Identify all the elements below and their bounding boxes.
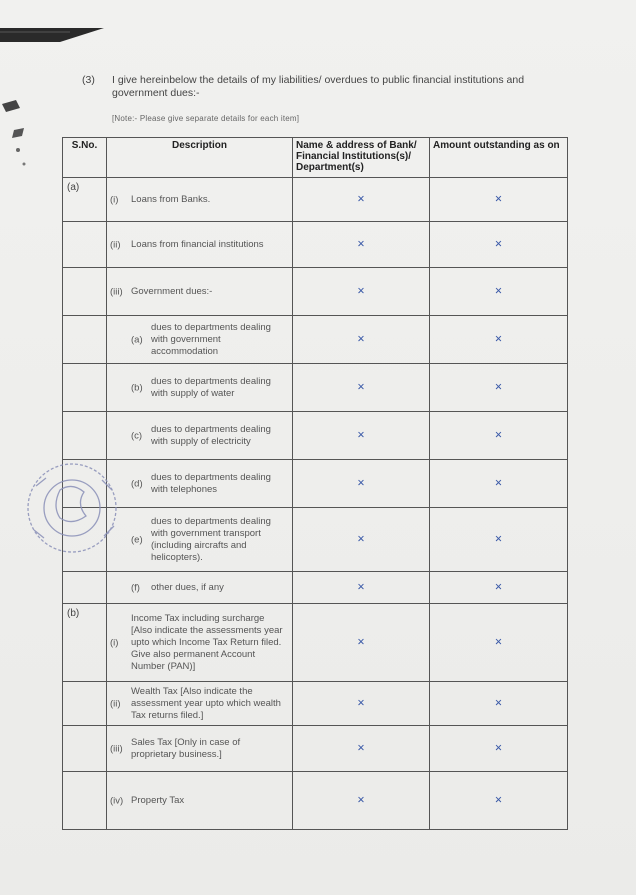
amount-cross-mark: ✕ <box>430 772 568 830</box>
table-row <box>63 412 568 460</box>
table-body <box>63 178 568 830</box>
bank-name-cross-mark: ✕ <box>293 268 430 316</box>
amount-cross-mark: ✕ <box>430 460 568 508</box>
description-cell <box>107 682 293 726</box>
description-cell <box>107 604 293 682</box>
item-marker: (a) <box>131 334 143 345</box>
sno-cell <box>63 572 107 604</box>
description-cell <box>107 316 293 364</box>
sno-cell <box>63 268 107 316</box>
description-cell <box>107 726 293 772</box>
amount-cross-mark: ✕ <box>430 604 568 682</box>
sno-cell <box>63 412 107 460</box>
item-marker: (iii) <box>110 743 123 754</box>
amount-cross-mark: ✕ <box>430 268 568 316</box>
item-description: dues to departments dealing with supply of water <box>151 375 271 399</box>
bank-name-cross-mark: ✕ <box>293 604 430 682</box>
description-cell <box>107 772 293 830</box>
table-row <box>63 364 568 412</box>
table-row <box>63 316 568 364</box>
item-description: Property Tax <box>131 794 185 806</box>
item-marker: (b) <box>131 382 143 393</box>
item-marker: (c) <box>131 430 143 441</box>
item-description: Wealth Tax [Also indicate the assessment year upto which wealth Tax returns filed.] <box>131 685 281 721</box>
sno-cell: (b) <box>63 604 107 682</box>
header-amount: Amount outstanding as on <box>430 138 568 178</box>
liabilities-table <box>62 137 568 830</box>
bank-name-cross-mark: ✕ <box>293 772 430 830</box>
table-row <box>63 222 568 268</box>
amount-cross-mark: ✕ <box>430 508 568 572</box>
item-description: Loans from financial institutions <box>131 238 264 250</box>
sno-cell <box>63 682 107 726</box>
bank-name-cross-mark: ✕ <box>293 508 430 572</box>
item-marker: (f) <box>131 582 140 593</box>
amount-cross-mark: ✕ <box>430 726 568 772</box>
sno-cell <box>63 772 107 830</box>
item-marker: (iv) <box>110 795 124 806</box>
table-row <box>63 268 568 316</box>
item-marker: (i) <box>110 194 119 205</box>
bank-name-cross-mark: ✕ <box>293 682 430 726</box>
table-row <box>63 460 568 508</box>
bank-name-cross-mark: ✕ <box>293 316 430 364</box>
bank-name-cross-mark: ✕ <box>293 460 430 508</box>
description-cell <box>107 268 293 316</box>
item-description: Income Tax including surcharge [Also indicate the assessments year upto which Income Tax Return filed. Give also permanent Account Number (PAN)] <box>131 612 283 672</box>
sno-cell <box>63 364 107 412</box>
table-header-row <box>63 138 568 178</box>
description-cell <box>107 508 293 572</box>
description-cell <box>107 460 293 508</box>
bank-name-cross-mark: ✕ <box>293 222 430 268</box>
item-description: Sales Tax [Only in case of proprietary business.] <box>131 736 241 760</box>
item-description: dues to departments dealing with government transport (including aircrafts and helicopters). <box>151 515 271 563</box>
header-bank-name: Name & address of Bank/ Financial Institutions(s)/ Department(s) <box>293 138 430 178</box>
item-description: other dues, if any <box>151 581 224 593</box>
sno-cell <box>63 726 107 772</box>
amount-cross-mark: ✕ <box>430 364 568 412</box>
item-marker: (ii) <box>110 698 121 709</box>
item-description: Government dues:- <box>131 285 213 297</box>
amount-cross-mark: ✕ <box>430 572 568 604</box>
description-cell <box>107 412 293 460</box>
description-cell <box>107 572 293 604</box>
table-row <box>63 572 568 604</box>
bank-name-cross-mark: ✕ <box>293 178 430 222</box>
item-marker: (i) <box>110 637 119 648</box>
scan-corner-mark <box>0 20 104 44</box>
description-cell <box>107 364 293 412</box>
intro-text: I give hereinbelow the details of my liabilities/ overdues to public financial institutions and government dues:- <box>112 74 525 99</box>
item-description: dues to departments dealing with telephones <box>151 471 271 495</box>
amount-cross-mark: ✕ <box>430 222 568 268</box>
sno-cell <box>63 460 107 508</box>
description-cell <box>107 222 293 268</box>
note-text: [Note:- Please give separate details for each item] <box>112 114 300 123</box>
sno-cell <box>63 222 107 268</box>
table-row <box>63 508 568 572</box>
item-marker: (d) <box>131 478 143 489</box>
sno-cell: (a) <box>63 178 107 222</box>
item-marker: (e) <box>131 534 143 545</box>
amount-cross-mark: ✕ <box>430 316 568 364</box>
item-description: dues to departments dealing with government accommodation <box>151 321 271 357</box>
item-marker: (ii) <box>110 239 121 250</box>
bank-name-cross-mark: ✕ <box>293 572 430 604</box>
table-row <box>63 178 568 222</box>
header-description: Description <box>107 138 293 178</box>
bank-name-cross-mark: ✕ <box>293 364 430 412</box>
item-description: Loans from Banks. <box>131 193 211 205</box>
table-row <box>63 726 568 772</box>
scan-specks <box>0 90 40 210</box>
header-sno: S.No. <box>63 138 107 178</box>
item-marker: (iii) <box>110 286 123 297</box>
amount-cross-mark: ✕ <box>430 412 568 460</box>
table-row <box>63 682 568 726</box>
bank-name-cross-mark: ✕ <box>293 412 430 460</box>
sno-cell <box>63 508 107 572</box>
amount-cross-mark: ✕ <box>430 178 568 222</box>
table-row <box>63 772 568 830</box>
item-description: dues to departments dealing with supply of electricity <box>151 423 271 447</box>
description-cell <box>107 178 293 222</box>
sno-cell <box>63 316 107 364</box>
intro-number: (3) <box>82 74 95 86</box>
bank-name-cross-mark: ✕ <box>293 726 430 772</box>
amount-cross-mark: ✕ <box>430 682 568 726</box>
table-row <box>63 604 568 682</box>
